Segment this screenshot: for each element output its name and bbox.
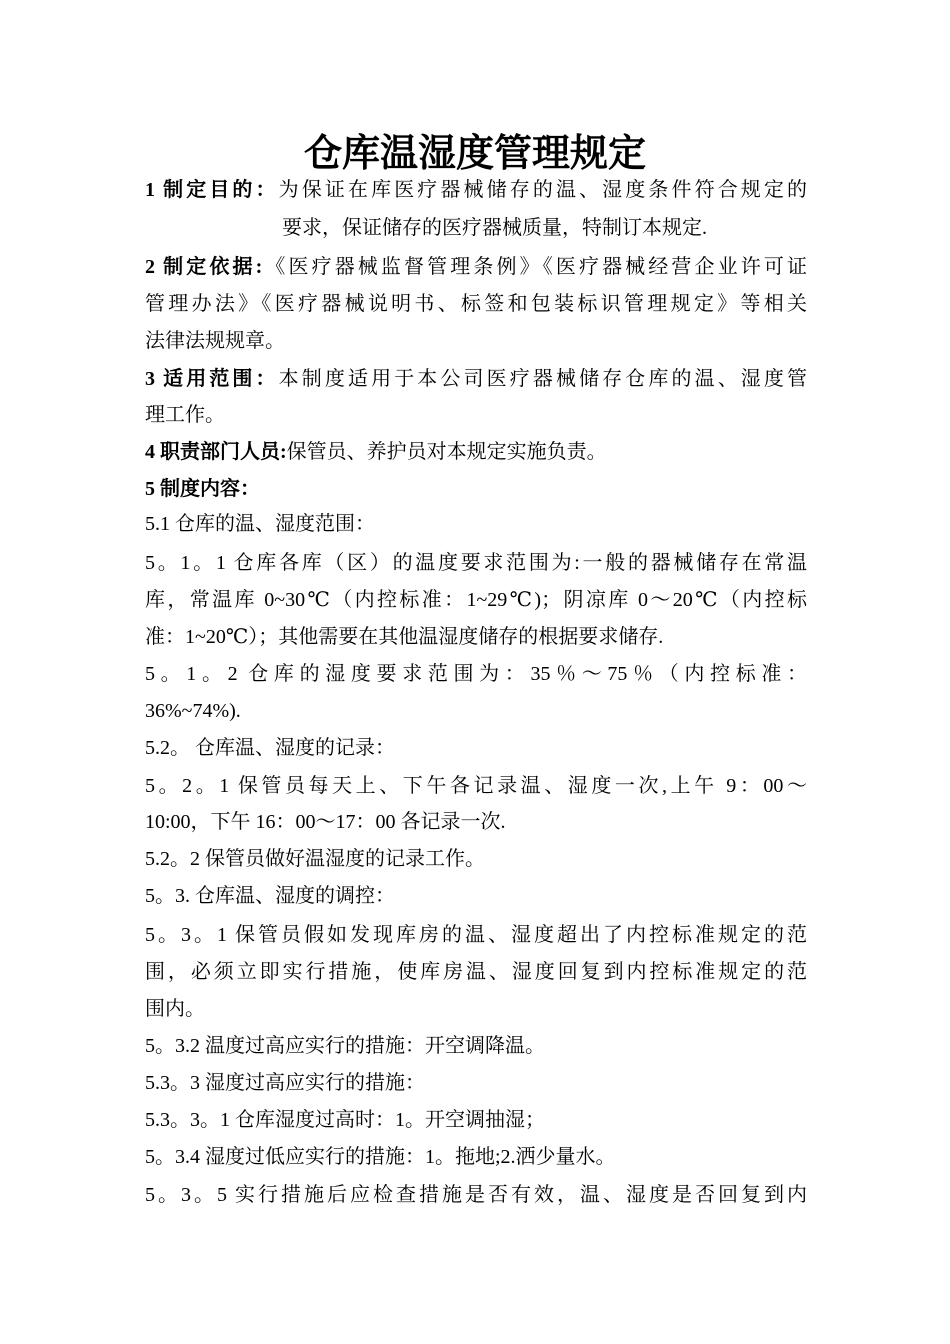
line-text: 5.1 仓库的温、湿度范围： bbox=[145, 513, 375, 535]
line-text: 36%~74%). bbox=[145, 700, 241, 722]
paragraph-line bbox=[145, 437, 807, 467]
document-title: 仓库温湿度管理规定 bbox=[303, 133, 646, 175]
paragraph-line bbox=[145, 733, 807, 763]
paragraph-line bbox=[145, 771, 807, 801]
paragraph-line bbox=[145, 1031, 807, 1061]
paragraph-line bbox=[145, 807, 807, 837]
line-text: 10:00，下午 16：00～17：00 各记录一次. bbox=[145, 811, 506, 833]
line-text: 《医疗器械监督管理条例》《医疗器械经营企业许可证 bbox=[262, 256, 807, 278]
line-text: 库，常温库 0~30℃（内控标准：1~29℃)；阴凉库 0～20℃（内控标 bbox=[145, 589, 807, 611]
paragraph-line bbox=[145, 289, 807, 319]
paragraph-line bbox=[145, 696, 807, 726]
line-text: 为保证在库医疗器械储存的温、湿度条件符合规定的 bbox=[278, 179, 808, 201]
paragraph-line bbox=[145, 585, 807, 615]
paragraph-line bbox=[145, 474, 807, 504]
paragraph-line bbox=[145, 844, 807, 874]
line-text: 本制度适用于本公司医疗器械储存仓库的温、湿度管 bbox=[278, 368, 808, 390]
paragraph-line bbox=[145, 509, 807, 539]
section-heading: 2 制定依据: bbox=[145, 256, 263, 278]
line-text: 5.2。 仓库温、湿度的记录： bbox=[145, 737, 395, 759]
paragraph-line bbox=[145, 1142, 807, 1172]
line-text: 理工作。 bbox=[145, 404, 225, 426]
paragraph-line bbox=[145, 1180, 807, 1210]
paragraph-line bbox=[145, 364, 807, 394]
paragraph-line bbox=[145, 326, 807, 356]
line-text: 准：1~20℃）；其他需要在其他温湿度储存的根据要求储存. bbox=[145, 626, 664, 648]
paragraph-line bbox=[145, 994, 807, 1024]
paragraph-line bbox=[145, 622, 807, 652]
section-heading: 4 职责部门人员: bbox=[145, 441, 287, 463]
paragraph-line bbox=[282, 213, 807, 243]
line-text: 5.3。3。1 仓库湿度过高时：1。开空调抽湿； bbox=[145, 1109, 545, 1131]
line-text: 5。1。2 仓库的湿度要求范围为：35％～75％（内控标准： bbox=[145, 663, 807, 685]
line-text: 5.2。2 保管员做好温湿度的记录工作。 bbox=[145, 848, 485, 870]
line-text: 5。3。5 实行措施后应检查措施是否有效，温、湿度是否回复到内 bbox=[145, 1184, 807, 1206]
paragraph-line bbox=[145, 175, 807, 205]
paragraph-line bbox=[145, 881, 807, 911]
section-heading: 1 制定目的： bbox=[145, 179, 279, 201]
section-heading: 5 制度内容： bbox=[145, 478, 260, 500]
line-text: 管理办法》《医疗器械说明书、标签和包装标识管理规定》等相关 bbox=[145, 293, 807, 315]
line-text: 5。3.4 湿度过低应实行的措施：1。拖地;2.洒少量水。 bbox=[145, 1146, 616, 1168]
paragraph-line bbox=[145, 1105, 807, 1135]
line-text: 5。2。1 保管员每天上、下午各记录温、湿度一次,上午 9：00～ bbox=[145, 775, 807, 797]
paragraph-line bbox=[145, 1068, 807, 1098]
line-text: 围内。 bbox=[145, 998, 205, 1020]
line-text: 5.3。3 湿度过高应实行的措施： bbox=[145, 1072, 425, 1094]
line-text: 保管员、养护员对本规定实施负责。 bbox=[286, 441, 607, 463]
paragraph-line bbox=[145, 920, 807, 950]
paragraph-line bbox=[145, 400, 807, 430]
line-text: 围，必须立即实行措施，使库房温、湿度回复到内控标准规定的范 bbox=[145, 961, 807, 983]
paragraph-line bbox=[145, 957, 807, 987]
line-text: 5。3. 仓库温、湿度的调控： bbox=[145, 885, 395, 907]
paragraph-line bbox=[145, 659, 807, 689]
paragraph-line bbox=[145, 548, 807, 578]
paragraph-line bbox=[145, 252, 807, 282]
line-text: 法律法规规章。 bbox=[145, 330, 285, 352]
line-text: 5。3.2 温度过高应实行的措施：开空调降温。 bbox=[145, 1035, 545, 1057]
line-text: 5。3。1 保管员假如发现库房的温、湿度超出了内控标准规定的范 bbox=[145, 924, 807, 946]
line-text: 要求，保证储存的医疗器械质量，特制订本规定. bbox=[282, 217, 707, 239]
section-heading: 3 适用范围： bbox=[145, 368, 279, 390]
line-text: 5。1。1 仓库各库（区）的温度要求范围为:一般的器械储存在常温 bbox=[145, 552, 807, 574]
